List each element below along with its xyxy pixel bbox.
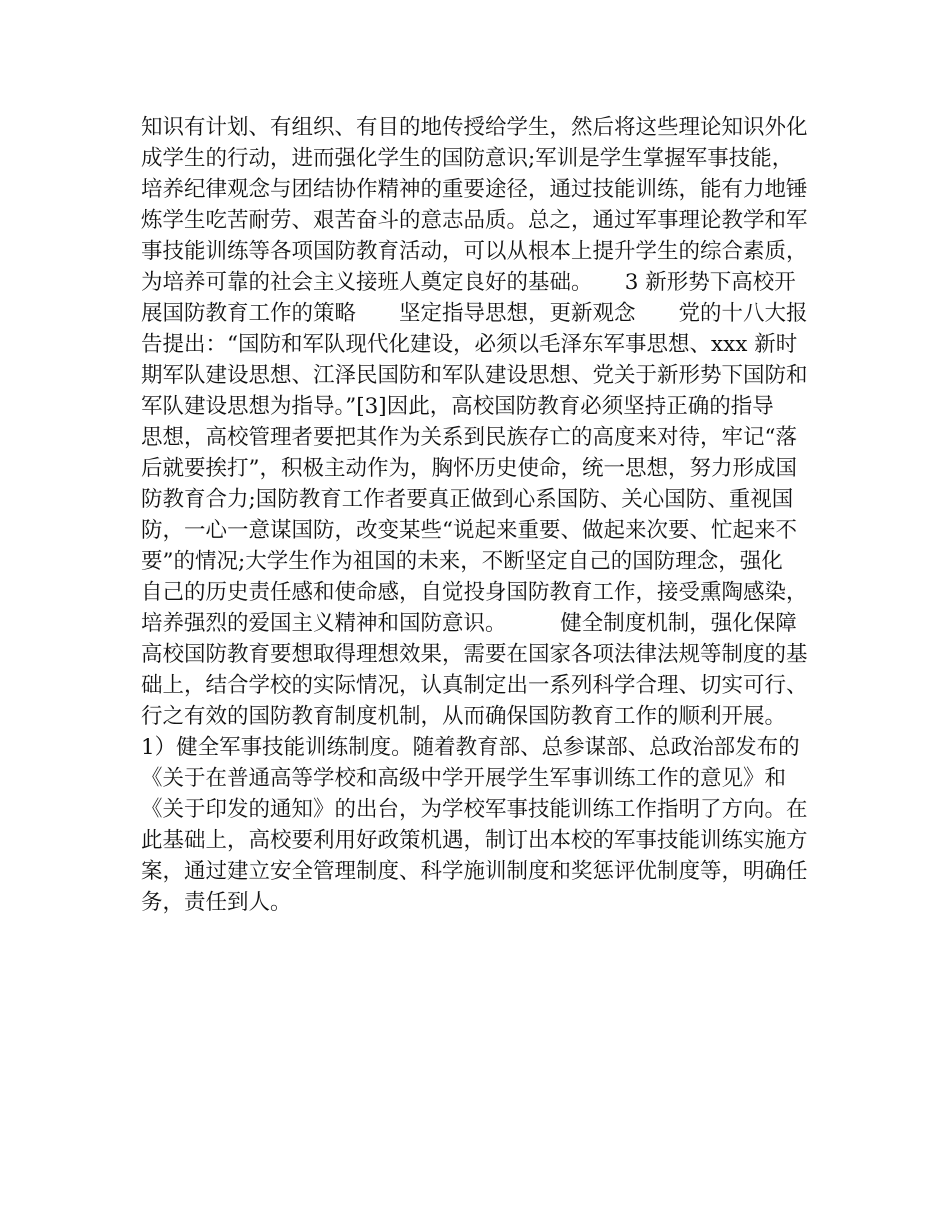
text-line: 思想，高校管理者要把其作为关系到民族存亡的高度来对待，牢记“落 (141, 425, 797, 450)
text-line: 此基础上，高校要利用好政策机遇，制订出本校的军事技能训练实施方 (141, 828, 808, 853)
text-line: 《关于在普通高等学校和高级中学开展学生军事训练工作的意见》和 (141, 766, 787, 791)
body-text (141, 112, 821, 918)
text-line: 军队建设思想为指导。”[3]因此，高校国防教育必须坚持正确的指导 (141, 394, 774, 419)
text-line: 事技能训练等各项国防教育活动，可以从根本上提升学生的综合素质， (141, 239, 808, 264)
text-line: 行之有效的国防教育制度机制，从而确保国防教育工作的顺利开展。 (141, 704, 787, 729)
text-line: 后就要挨打”，积极主动作为，胸怀历史使命，统一思想，努力形成国 (141, 456, 797, 481)
text-line: 展国防教育工作的策略 坚定指导思想，更新观念 党的十八大报 (141, 301, 808, 326)
text-line: 为培养可靠的社会主义接班人奠定良好的基础。 3 新形势下高校开 (141, 270, 796, 295)
text-line: 培养强烈的爱国主义精神和国防意识。 健全制度机制，强化保障 (141, 611, 797, 636)
text-line: 案，通过建立安全管理制度、科学施训制度和奖惩评优制度等，明确任 (141, 859, 808, 884)
text-line: 1）健全军事技能训练制度。随着教育部、总参谋部、总政治部发布的 (141, 735, 800, 760)
text-line: 《关于印发的通知》的出台，为学校军事技能训练工作指明了方向。在 (141, 797, 808, 822)
text-line: 知识有计划、有组织、有目的地传授给学生，然后将这些理论知识外化 (141, 115, 808, 140)
text-line: 告提出：“国防和军队现代化建设，必须以毛泽东军事思想、xxx 新时 (141, 332, 798, 357)
text-line: 成学生的行动，进而强化学生的国防意识;军训是学生掌握军事技能， (141, 146, 794, 171)
text-line: 防教育合力;国防教育工作者要真正做到心系国防、关心国防、重视国 (141, 487, 794, 512)
text-line: 炼学生吃苦耐劳、艰苦奋斗的意志品质。总之，通过军事理论教学和军 (141, 208, 808, 233)
text-line: 防，一心一意谋国防，改变某些“说起来重要、做起来次要、忙起来不 (141, 518, 797, 543)
text-line: 要”的情况;大学生作为祖国的未来，不断坚定自己的国防理念，强化 (141, 549, 783, 574)
text-line: 高校国防教育要想取得理想效果，需要在国家各项法律法规等制度的基 (141, 642, 808, 667)
text-line: 期军队建设思想、江泽民国防和军队建设思想、党关于新形势下国防和 (141, 363, 808, 388)
text-line: 培养纪律观念与团结协作精神的重要途径，通过技能训练，能有力地锤 (141, 177, 808, 202)
text-line: 自己的历史责任感和使命感，自觉投身国防教育工作，接受熏陶感染， (141, 580, 808, 605)
text-line: 础上，结合学校的实际情况，认真制定出一系列科学合理、切实可行、 (141, 673, 808, 698)
text-line: 务，责任到人。 (141, 890, 292, 915)
